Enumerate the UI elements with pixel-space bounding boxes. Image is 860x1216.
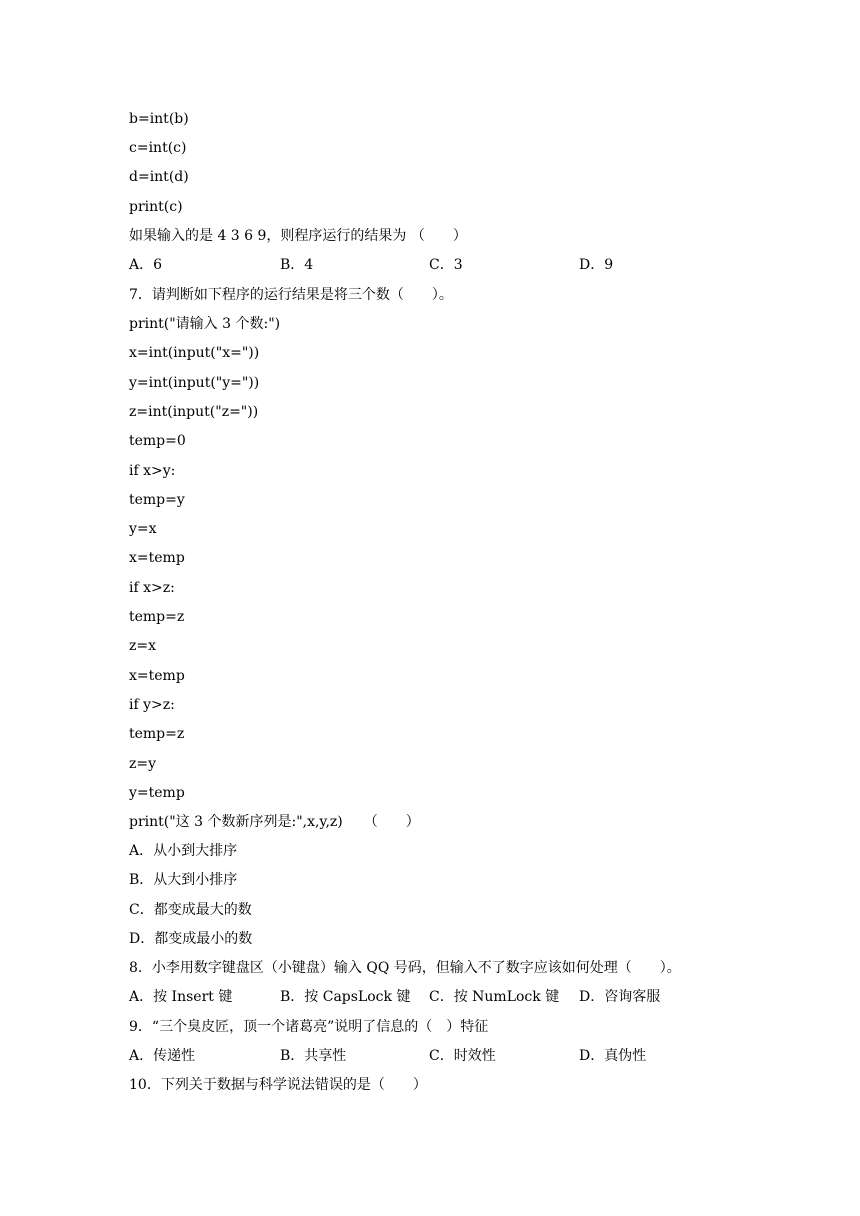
code-line: x=temp [129,668,185,684]
question-6-prompt: 如果输入的是 4 3 6 9，则程序运行的结果为 （ ） [129,228,467,244]
code-line: x=int(input("x=")) [129,345,260,361]
question-8-title: 8．小李用数字键盘区（小键盘）输入 QQ 号码，但输入不了数字应该如何处理（ ）。 [129,960,681,976]
question-9-title: 9．“三个臭皮匠，顶一个诸葛亮”说明了信息的（ ）特征 [129,1019,489,1035]
question-10-title: 10．下列关于数据与科学说法错误的是（ ） [129,1077,427,1093]
code-line: temp=z [129,726,185,742]
code-line: y=temp [129,785,185,801]
code-line: print("这 3 个数新序列是:",x,y,z) （ ） [129,814,420,830]
q8-option-c: C．按 NumLock 键 [429,989,560,1005]
code-line: y=int(input("y=")) [129,375,260,391]
code-line: y=x [129,521,157,537]
code-line: b=int(b) [129,111,189,127]
q6-option-c: C．3 [429,257,463,273]
q7-option-d: D．都变成最小的数 [129,931,253,947]
code-line: if x>z: [129,580,175,596]
q9-option-d: D．真伪性 [579,1048,647,1064]
q7-option-b: B．从大到小排序 [129,872,238,888]
code-line: print("请输入 3 个数:") [129,316,281,332]
q9-option-a: A．传递性 [129,1048,196,1064]
code-line: z=x [129,638,157,654]
code-line: temp=z [129,609,185,625]
q8-option-d: D．咨询客服 [579,989,661,1005]
question-7-title: 7．请判断如下程序的运行结果是将三个数（ ）。 [129,287,453,303]
code-line: d=int(d) [129,169,189,185]
q6-option-b: B．4 [280,257,314,273]
code-line: if x>y: [129,463,176,479]
code-line: temp=0 [129,433,186,449]
code-line: print(c) [129,199,183,215]
q7-option-a: A．从小到大排序 [129,843,238,859]
q8-option-b: B．按 CapsLock 键 [280,989,411,1005]
q9-option-c: C．时效性 [429,1048,496,1064]
q6-option-d: D．9 [579,257,614,273]
code-line: if y>z: [129,697,175,713]
code-line: temp=y [129,492,185,508]
code-line: c=int(c) [129,140,187,156]
q7-option-c: C．都变成最大的数 [129,902,252,918]
q8-option-a: A．按 Insert 键 [129,989,233,1005]
code-line: x=temp [129,550,185,566]
code-line: z=y [129,756,157,772]
q9-option-b: B．共享性 [280,1048,347,1064]
q6-option-a: A．6 [129,257,163,273]
code-line: z=int(input("z=")) [129,404,259,420]
